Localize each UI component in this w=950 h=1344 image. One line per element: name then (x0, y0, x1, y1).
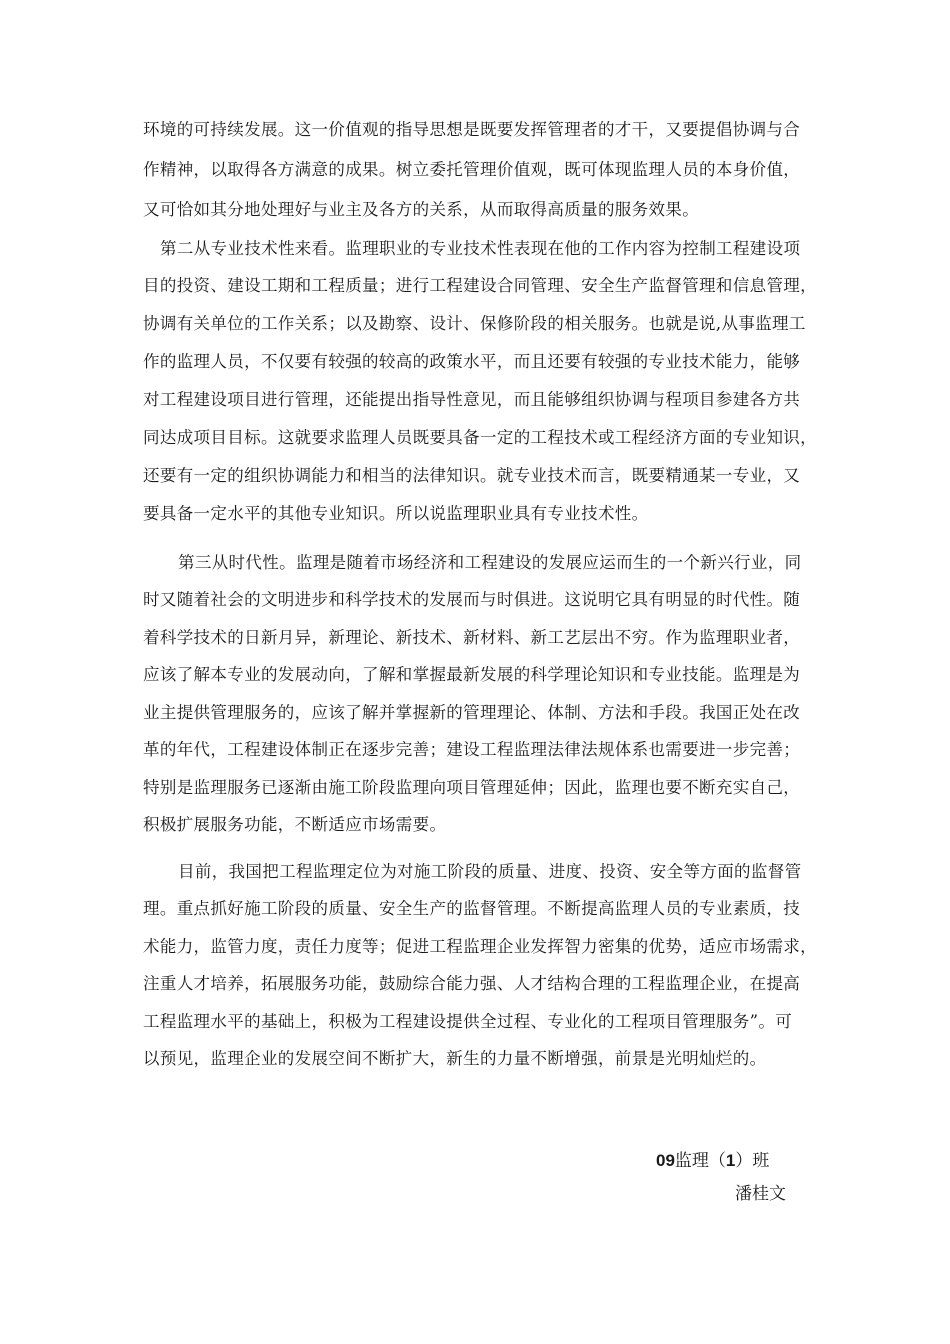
paragraph-1-line-3: 又可恰如其分地处理好与业主及各方的关系，从而取得高质量的服务效果。 (143, 200, 700, 219)
paragraph-1-line-1: 环境的可持续发展。这一价值观的指导思想是既要发挥管理者的才干，又要提倡协调与合 (143, 120, 801, 139)
paragraph-3-line-4: 应该了解本专业的发展动向，了解和掌握最新发展的科学理论知识和专业技能。监理是为 (143, 665, 801, 684)
paragraph-3-line-6: 革的年代，工程建设体制正在逐步完善；建设工程监理法律法规体系也需要进一步完善； (143, 740, 801, 759)
paragraph-4-line-2: 理。重点抓好施工阶段的质量、安全生产的监督管理。不断提高监理人员的专业素质，技 (143, 899, 801, 918)
paragraph-2-line-4: 作的监理人员，不仅要有较强的较高的政策水平，而且还要有较强的专业技术能力，能够 (143, 352, 801, 371)
paragraph-4-line-4: 注重人才培养，拓展服务功能，鼓励综合能力强、人才结构合理的工程监理企业，在提高 (143, 974, 801, 993)
paragraph-4-line-5: 工程监理水平的基础上，积极为工程建设提供全过程、专业化的工程项目管理服务”。可 (143, 1012, 793, 1031)
paragraph-4-line-1: 目前，我国把工程监理定位为对施工阶段的质量、进度、投资、安全等方面的监督管 (178, 862, 802, 881)
paragraph-2-line-2: 目的投资、建设工期和工程质量；进行工程建设合同管理、安全生产监督管理和信息管理， (143, 276, 817, 295)
signature-class-mid: 监理（ (674, 1151, 726, 1171)
signature-class-number: 1 (725, 1151, 736, 1170)
signature-name: 潘桂文 (735, 1184, 786, 1204)
paragraph-2-line-6: 同达成项目目标。这就要求监理人员既要具备一定的工程技术或工程经济方面的专业知识， (143, 428, 817, 447)
signature-class-prefix: 09 (656, 1151, 675, 1170)
paragraph-2-line-5: 对工程建设项目进行管理，还能提出指导性意见，而且能够组织协调与程项目参建各方共 (143, 390, 801, 409)
paragraph-2-line-1: 第二从专业技术性来看。监理职业的专业技术性表现在他的工作内容为控制工程建设项 (160, 239, 801, 258)
paragraph-3-line-8: 积极扩展服务功能，不断适应市场需要。 (143, 815, 447, 834)
signature-class (656, 1150, 769, 1172)
paragraph-1-line-2: 作精神，以取得各方满意的成果。树立委托管理价值观，既可体现监理人员的本身价值， (143, 160, 801, 179)
paragraph-3-line-2: 时又随着社会的文明进步和科学技术的发展而与时俱进。这说明它具有明显的时代性。随 (143, 590, 801, 609)
paragraph-3-line-5: 业主提供管理服务的，应该了解并掌握新的管理理论、体制、方法和手段。我国正处在改 (143, 703, 801, 722)
paragraph-3-line-1: 第三从时代性。监理是随着市场经济和工程建设的发展应运而生的一个新兴行业，同 (178, 553, 802, 572)
paragraph-3-line-7: 特别是监理服务已逐渐由施工阶段监理向项目管理延伸；因此，监理也要不断充实自己， (143, 778, 801, 797)
paragraph-4-line-3: 术能力，监管力度，责任力度等；促进工程监理企业发挥智力密集的优势，适应市场需求， (143, 937, 817, 956)
signature-class-suffix: ）班 (735, 1151, 770, 1171)
paragraph-2-line-8: 要具备一定水平的其他专业知识。所以说监理职业具有专业技术性。 (143, 504, 649, 523)
paragraph-4-line-6: 以预见，监理企业的发展空间不断扩大，新生的力量不断增强，前景是光明灿烂的。 (143, 1049, 767, 1068)
paragraph-2-line-7: 还要有一定的组织协调能力和相当的法律知识。就专业技术而言，既要精通某一专业，又 (143, 466, 801, 485)
paragraph-2-line-3: 协调有关单位的工作关系；以及勘察、设计、保修阶段的相关服务。也就是说,从事监理工 (143, 314, 806, 333)
paragraph-3-line-3: 着科学技术的日新月异，新理论、新技术、新材料、新工艺层出不穷。作为监理职业者， (143, 628, 801, 647)
